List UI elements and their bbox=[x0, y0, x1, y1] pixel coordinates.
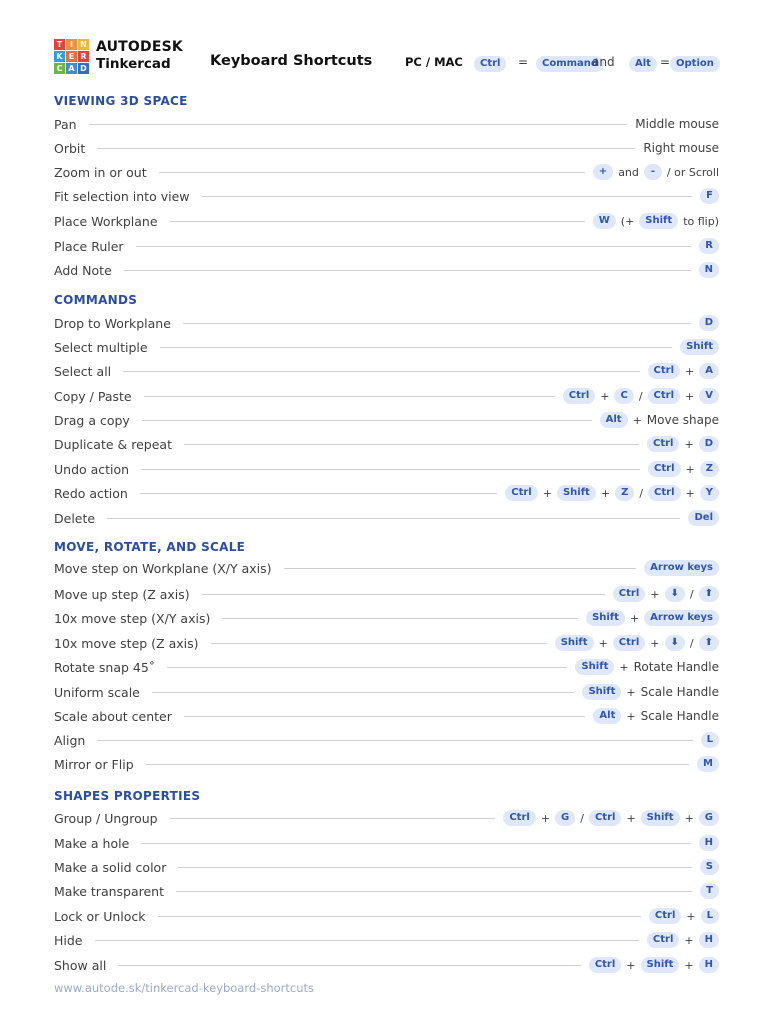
key-chip: V bbox=[699, 388, 719, 404]
leader-line bbox=[123, 371, 639, 372]
logo-cell: R bbox=[78, 51, 89, 62]
row-label: Place Ruler bbox=[54, 238, 124, 254]
shortcut-row-group bbox=[54, 808, 719, 828]
leader-line bbox=[152, 692, 575, 693]
key-chip: Alt bbox=[600, 412, 628, 428]
logo-cell: I bbox=[66, 39, 77, 50]
key-chip: Ctrl bbox=[589, 810, 621, 826]
shortcut-row-10x-xy bbox=[54, 608, 719, 628]
row-keys bbox=[643, 141, 719, 155]
key-chip: Ctrl bbox=[648, 388, 680, 404]
page-title: Keyboard Shortcuts bbox=[210, 53, 373, 69]
shortcut-row-copy-paste bbox=[54, 386, 719, 406]
row-text: + bbox=[626, 958, 636, 972]
logo-cell: D bbox=[78, 63, 89, 74]
row-text: + bbox=[685, 486, 695, 500]
row-label: Fit selection into view bbox=[54, 188, 190, 204]
key-chip: H bbox=[699, 835, 719, 851]
row-keys bbox=[647, 436, 719, 452]
row-keys bbox=[644, 560, 719, 576]
row-label: Delete bbox=[54, 510, 96, 526]
key-chip: W bbox=[593, 213, 616, 229]
row-keys bbox=[688, 510, 719, 526]
row-keys bbox=[699, 238, 719, 254]
key-chip: D bbox=[699, 436, 719, 452]
row-keys bbox=[699, 262, 719, 278]
key-chip: C bbox=[614, 388, 633, 404]
key-chip: Ctrl bbox=[589, 957, 621, 973]
key-chip: Ctrl bbox=[613, 635, 645, 651]
row-keys bbox=[555, 635, 719, 651]
key-chip: L bbox=[701, 908, 719, 924]
row-keys bbox=[586, 610, 719, 626]
shortcut-row-redo bbox=[54, 483, 719, 503]
key-chip: N bbox=[699, 262, 719, 278]
leader-line bbox=[158, 916, 641, 917]
section-shapes: SHAPES PROPERTIES bbox=[54, 789, 201, 803]
key-chip: Shift bbox=[557, 485, 596, 501]
row-label: Make transparent bbox=[54, 883, 165, 899]
shortcut-row-note bbox=[54, 260, 719, 280]
shortcut-row-uniform-scale bbox=[54, 682, 719, 702]
shortcut-row-move-step bbox=[54, 558, 719, 578]
row-keys bbox=[648, 461, 719, 477]
row-text: / or Scroll bbox=[666, 165, 719, 179]
row-text: + bbox=[685, 389, 695, 403]
row-label: 10x move step (Z axis) bbox=[54, 635, 199, 651]
row-text: / bbox=[689, 587, 694, 601]
row-text: Middle mouse bbox=[635, 117, 719, 131]
key-chip: Shift bbox=[575, 659, 614, 675]
brand-autodesk: AUTODESK bbox=[96, 39, 183, 55]
key-chip: Ctrl bbox=[474, 56, 506, 72]
shortcut-row-10x-z bbox=[54, 633, 719, 653]
shortcut-row-duplicate bbox=[54, 434, 719, 454]
legend-eq: = bbox=[518, 55, 529, 69]
row-label: 10x move step (X/Y axis) bbox=[54, 610, 211, 626]
row-text: + bbox=[684, 958, 694, 972]
leader-line bbox=[95, 940, 639, 941]
leader-line bbox=[89, 124, 628, 125]
key-chip: Shift bbox=[680, 339, 719, 355]
shortcut-row-orbit bbox=[54, 138, 719, 158]
shortcut-row-show-all bbox=[54, 955, 719, 975]
leader-line bbox=[136, 246, 692, 247]
logo-cell: C bbox=[54, 63, 65, 74]
leader-line bbox=[178, 867, 691, 868]
arrow-up-icon: ⬆ bbox=[699, 635, 719, 651]
row-label: Show all bbox=[54, 957, 107, 973]
row-keys bbox=[575, 659, 719, 675]
shortcut-row-align bbox=[54, 730, 719, 750]
leader-line bbox=[176, 891, 692, 892]
leader-line bbox=[170, 818, 496, 819]
arrow-up-icon: ⬆ bbox=[699, 586, 719, 602]
row-keys bbox=[589, 957, 719, 973]
leader-line bbox=[167, 667, 567, 668]
legend-option bbox=[670, 55, 720, 72]
row-text: + bbox=[686, 909, 696, 923]
key-chip: Alt bbox=[629, 56, 657, 72]
row-keys bbox=[699, 315, 719, 331]
key-chip: Ctrl bbox=[503, 810, 535, 826]
row-keys bbox=[582, 684, 719, 700]
key-chip: Shift bbox=[555, 635, 594, 651]
leader-line bbox=[184, 444, 639, 445]
logo-cell: E bbox=[66, 51, 77, 62]
shortcut-row-select-multiple bbox=[54, 337, 719, 357]
row-text: Right mouse bbox=[643, 141, 719, 155]
key-chip: Z bbox=[615, 485, 634, 501]
key-chip: Ctrl bbox=[647, 436, 679, 452]
row-text: + bbox=[685, 364, 695, 378]
row-label: Undo action bbox=[54, 461, 130, 477]
key-chip: Z bbox=[700, 461, 719, 477]
key-chip: Y bbox=[700, 485, 719, 501]
key-chip: Command bbox=[536, 56, 604, 72]
row-label: Zoom in or out bbox=[54, 164, 147, 180]
shortcut-row-drag-copy bbox=[54, 410, 719, 430]
row-text: + bbox=[542, 486, 552, 500]
row-keys bbox=[700, 883, 719, 899]
shortcut-row-solid bbox=[54, 857, 719, 877]
header bbox=[54, 37, 734, 77]
key-chip: Shift bbox=[639, 213, 678, 229]
key-chip: Ctrl bbox=[648, 485, 680, 501]
shortcut-row-delete bbox=[54, 508, 719, 528]
row-label: Uniform scale bbox=[54, 684, 140, 700]
row-text: + bbox=[600, 486, 611, 500]
row-keys bbox=[680, 339, 719, 355]
section-viewing: VIEWING 3D SPACE bbox=[54, 94, 188, 108]
shortcut-row-hole bbox=[54, 833, 719, 853]
leader-line bbox=[144, 396, 555, 397]
shortcut-row-drop bbox=[54, 313, 719, 333]
leader-line bbox=[202, 196, 693, 197]
key-chip: H bbox=[699, 957, 719, 973]
row-text: / bbox=[689, 636, 694, 650]
brand bbox=[96, 39, 183, 73]
legend-alt bbox=[629, 55, 657, 72]
leader-line bbox=[97, 148, 635, 149]
tinkercad-logo bbox=[54, 39, 88, 73]
row-label: Move up step (Z axis) bbox=[54, 586, 190, 602]
key-chip: G bbox=[555, 810, 575, 826]
row-label: Pan bbox=[54, 116, 77, 132]
leader-line bbox=[140, 493, 497, 494]
row-label: Scale about center bbox=[54, 708, 172, 724]
leader-line bbox=[141, 843, 690, 844]
leader-line bbox=[183, 323, 691, 324]
key-chip: F bbox=[700, 188, 719, 204]
key-chip: L bbox=[701, 732, 719, 748]
row-label: Mirror or Flip bbox=[54, 756, 134, 772]
key-chip: Ctrl bbox=[649, 908, 681, 924]
row-keys bbox=[647, 932, 719, 948]
leader-line bbox=[160, 347, 673, 348]
leader-line bbox=[222, 618, 578, 619]
row-label: Lock or Unlock bbox=[54, 908, 146, 924]
row-keys bbox=[505, 485, 719, 501]
row-keys bbox=[648, 363, 719, 379]
platform-label: PC / MAC bbox=[405, 55, 463, 69]
shortcut-row-move-up bbox=[54, 584, 719, 604]
row-text: + bbox=[685, 462, 695, 476]
row-label: Duplicate & repeat bbox=[54, 436, 172, 452]
shortcut-row-ruler bbox=[54, 236, 719, 256]
key-chip: Shift bbox=[641, 957, 680, 973]
row-text: / bbox=[638, 389, 643, 403]
row-text: + bbox=[629, 611, 640, 625]
leader-line bbox=[284, 568, 637, 569]
row-text: + bbox=[650, 636, 660, 650]
shortcut-row-pan bbox=[54, 114, 719, 134]
shortcut-row-scale-center bbox=[54, 706, 719, 726]
key-chip: Ctrl bbox=[648, 363, 680, 379]
section-commands: COMMANDS bbox=[54, 293, 138, 307]
key-chip: Shift bbox=[586, 610, 625, 626]
leader-line bbox=[146, 764, 689, 765]
leader-line bbox=[142, 420, 592, 421]
row-text: + bbox=[619, 660, 629, 674]
arrow-down-icon: ⬇ bbox=[665, 586, 685, 602]
key-chip: G bbox=[699, 810, 719, 826]
row-label: Select multiple bbox=[54, 339, 148, 355]
leader-line bbox=[141, 469, 640, 470]
arrow-down-icon: ⬇ bbox=[665, 635, 685, 651]
row-keys bbox=[635, 117, 719, 131]
leader-line bbox=[118, 965, 581, 966]
row-label: Drop to Workplane bbox=[54, 315, 171, 331]
key-chip: Shift bbox=[582, 684, 621, 700]
key-chip: T bbox=[700, 883, 719, 899]
shortcut-row-select-all bbox=[54, 361, 719, 381]
key-chip: - bbox=[644, 164, 662, 180]
row-text: + bbox=[626, 685, 636, 699]
row-keys bbox=[699, 835, 719, 851]
row-label: Drag a copy bbox=[54, 412, 130, 428]
row-text: + bbox=[626, 709, 636, 723]
shortcut-row-workplane bbox=[54, 211, 719, 231]
legend-and: and bbox=[592, 55, 615, 69]
key-chip: Option bbox=[670, 56, 720, 72]
row-keys bbox=[600, 412, 719, 428]
shortcut-row-fit bbox=[54, 186, 719, 206]
key-chip: Ctrl bbox=[505, 485, 537, 501]
shortcut-row-lock bbox=[54, 906, 719, 926]
footer-link[interactable]: www.autode.sk/tinkercad-keyboard-shortcuts bbox=[54, 981, 315, 995]
row-label: Redo action bbox=[54, 485, 128, 501]
row-text: / bbox=[639, 486, 644, 500]
row-label: Align bbox=[54, 732, 86, 748]
row-text: Scale Handle bbox=[640, 685, 719, 699]
row-keys bbox=[503, 810, 719, 826]
leader-line bbox=[184, 716, 586, 717]
row-keys bbox=[593, 164, 719, 180]
key-chip: + bbox=[593, 164, 613, 180]
key-chip: Del bbox=[688, 510, 719, 526]
row-keys bbox=[649, 908, 719, 924]
key-chip: M bbox=[697, 756, 719, 772]
row-text: + bbox=[684, 933, 694, 947]
row-text: + bbox=[632, 413, 642, 427]
key-chip: D bbox=[699, 315, 719, 331]
logo-cell: A bbox=[66, 63, 77, 74]
shortcut-row-mirror bbox=[54, 754, 719, 774]
row-text: + bbox=[650, 587, 660, 601]
key-chip: Shift bbox=[641, 810, 680, 826]
shortcut-row-zoom bbox=[54, 162, 719, 182]
key-chip: S bbox=[700, 859, 719, 875]
key-chip: Arrow keys bbox=[644, 560, 719, 576]
row-label: Select all bbox=[54, 363, 112, 379]
row-keys bbox=[613, 586, 719, 602]
section-move: MOVE, ROTATE, AND SCALE bbox=[54, 540, 246, 554]
shortcut-row-transparent bbox=[54, 881, 719, 901]
row-label: Hide bbox=[54, 932, 83, 948]
shortcut-row-undo bbox=[54, 459, 719, 479]
key-chip: Alt bbox=[593, 708, 621, 724]
shortcut-row-hide bbox=[54, 930, 719, 950]
leader-line bbox=[107, 518, 680, 519]
row-text: Rotate Handle bbox=[633, 660, 719, 674]
row-keys bbox=[563, 388, 719, 404]
legend-eq: = bbox=[660, 55, 671, 69]
row-text: + bbox=[600, 389, 610, 403]
row-label: Add Note bbox=[54, 262, 112, 278]
row-label: Orbit bbox=[54, 140, 86, 156]
key-chip: R bbox=[699, 238, 719, 254]
leader-line bbox=[124, 270, 691, 271]
key-chip: H bbox=[699, 932, 719, 948]
row-text: + bbox=[540, 811, 551, 825]
leader-line bbox=[97, 740, 692, 741]
key-chip: Ctrl bbox=[613, 586, 645, 602]
row-text: and bbox=[618, 165, 639, 179]
row-text: Scale Handle bbox=[640, 709, 719, 723]
key-chip: Arrow keys bbox=[644, 610, 719, 626]
row-label: Place Workplane bbox=[54, 213, 158, 229]
row-keys bbox=[700, 859, 719, 875]
row-text: / bbox=[580, 811, 584, 825]
key-chip: Ctrl bbox=[647, 932, 679, 948]
row-text: + bbox=[684, 811, 694, 825]
row-text: + bbox=[626, 811, 636, 825]
logo-cell: N bbox=[78, 39, 89, 50]
legend-ctrl bbox=[474, 55, 506, 72]
brand-tinkercad: Tinkercad bbox=[96, 56, 171, 72]
row-text: (+ bbox=[620, 214, 635, 228]
row-text: + bbox=[684, 437, 694, 451]
row-label: Copy / Paste bbox=[54, 388, 132, 404]
row-keys bbox=[593, 708, 719, 724]
row-label: Group / Ungroup bbox=[54, 810, 158, 826]
leader-line bbox=[170, 221, 585, 222]
key-chip: A bbox=[699, 363, 719, 379]
leader-line bbox=[211, 643, 547, 644]
row-keys bbox=[593, 213, 719, 229]
row-label: Make a solid color bbox=[54, 859, 167, 875]
row-keys bbox=[697, 756, 719, 772]
row-text: Move shape bbox=[646, 413, 719, 427]
row-label: Rotate snap 45˚ bbox=[54, 659, 156, 675]
row-label: Move step on Workplane (X/Y axis) bbox=[54, 560, 272, 576]
row-text: to flip) bbox=[683, 214, 719, 228]
row-keys bbox=[700, 188, 719, 204]
row-label: Make a hole bbox=[54, 835, 130, 851]
row-keys bbox=[701, 732, 719, 748]
key-chip: Ctrl bbox=[648, 461, 680, 477]
logo-cell: T bbox=[54, 39, 65, 50]
leader-line bbox=[159, 172, 585, 173]
logo-cell: K bbox=[54, 51, 65, 62]
shortcut-row-rotate bbox=[54, 657, 719, 677]
leader-line bbox=[202, 594, 605, 595]
key-chip: Ctrl bbox=[563, 388, 595, 404]
row-text: + bbox=[598, 636, 608, 650]
